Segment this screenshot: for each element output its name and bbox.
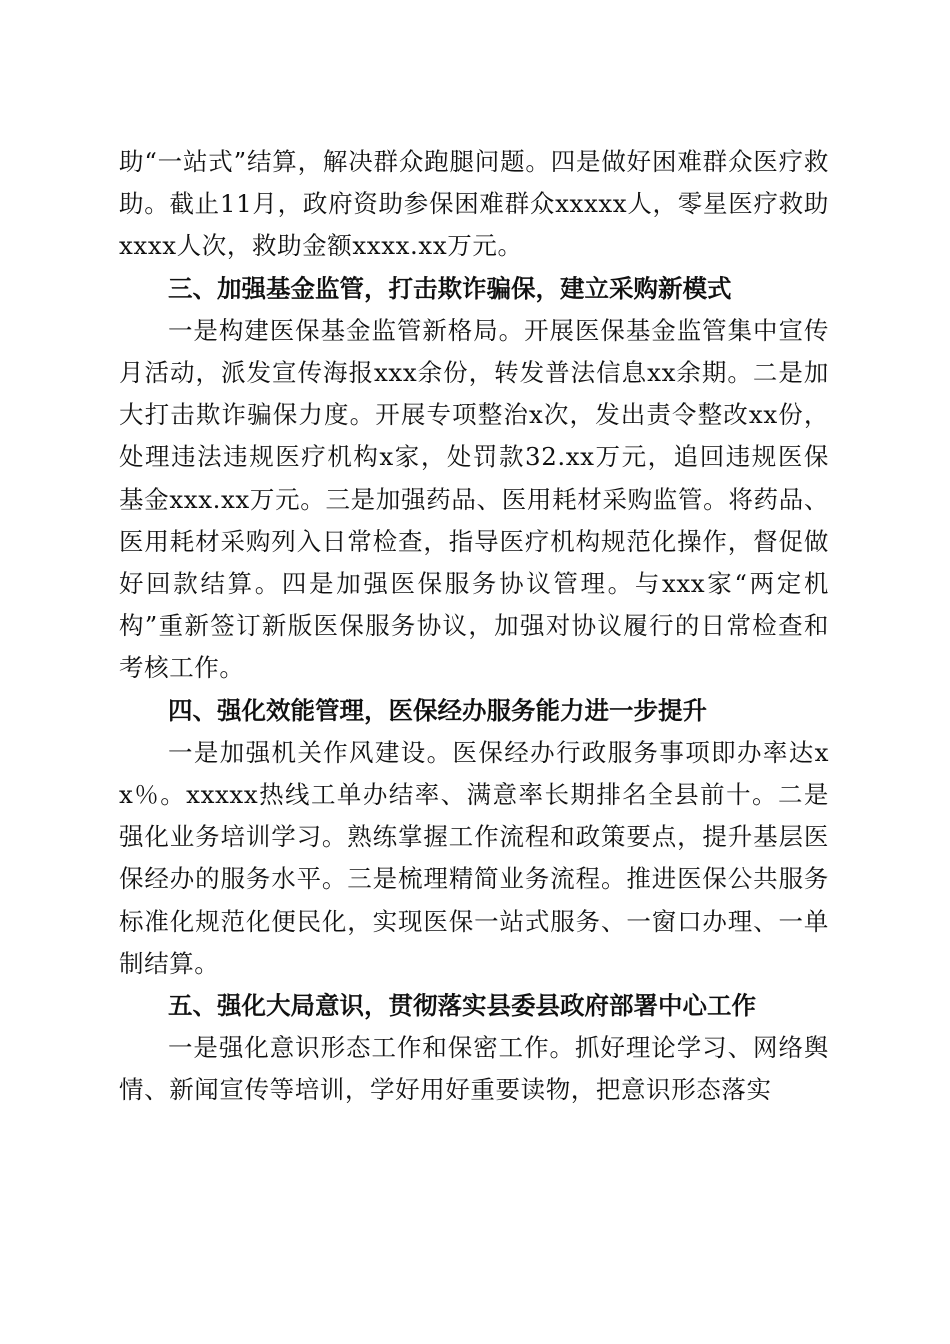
- paragraph-medical-assistance: 助“一站式”结算，解决群众跑腿问题。四是做好困难群众医疗救助。截止11月，政府资助参保困难群众xxxxx人，零星医疗救助xxxx人次，救助金额xxxx.xx万元。: [119, 147, 829, 261]
- section-heading-fund-supervision: 三、加强基金监管，打击欺诈骗保，建立采购新模式: [168, 273, 732, 303]
- paragraph-efficiency-management: 一是加强机关作风建设。医保经办行政服务事项即办率达xx％。xxxxx热线工单办结率、满意率长期排名全县前十。二是强化业务培训学习。熟练掌握工作流程和政策要点，提升基层医保经办的服务水平。三是梳理精简业务流程。推进医保公共服务标准化规范化便民化，实现医保一站式服务、一窗口办理、一单制结算。: [119, 737, 829, 978]
- paragraph-ideology-work: 一是强化意识形态工作和保密工作。抓好理论学习、网络舆情、新闻宣传等培训，学好用好重要读物，把意识形态落实: [119, 1033, 829, 1105]
- document-body: [119, 141, 829, 1112]
- section-heading-overall-awareness: 五、强化大局意识，贯彻落实县委县政府部署中心工作: [168, 991, 756, 1021]
- paragraph-fund-supervision: 一是构建医保基金监管新格局。开展医保基金监管集中宣传月活动，派发宣传海报xxx余份，转发普法信息xx余期。二是加大打击欺诈骗保力度。开展专项整治x次，发出责令整改xx份，处理违法违规医疗机构x家，处罚款32.xx万元，追回违规医保基金xxx.xx万元。三是加强药品、医用耗材采购监管。将药品、医用耗材采购列入日常检查，指导医疗机构规范化操作，督促做好回款结算。四是加强医保服务协议管理。与xxx家“两定机构”重新签订新版医保服务协议，加强对协议履行的日常检查和考核工作。: [119, 315, 829, 683]
- section-heading-efficiency-management: 四、强化效能管理，医保经办服务能力进一步提升: [168, 695, 707, 725]
